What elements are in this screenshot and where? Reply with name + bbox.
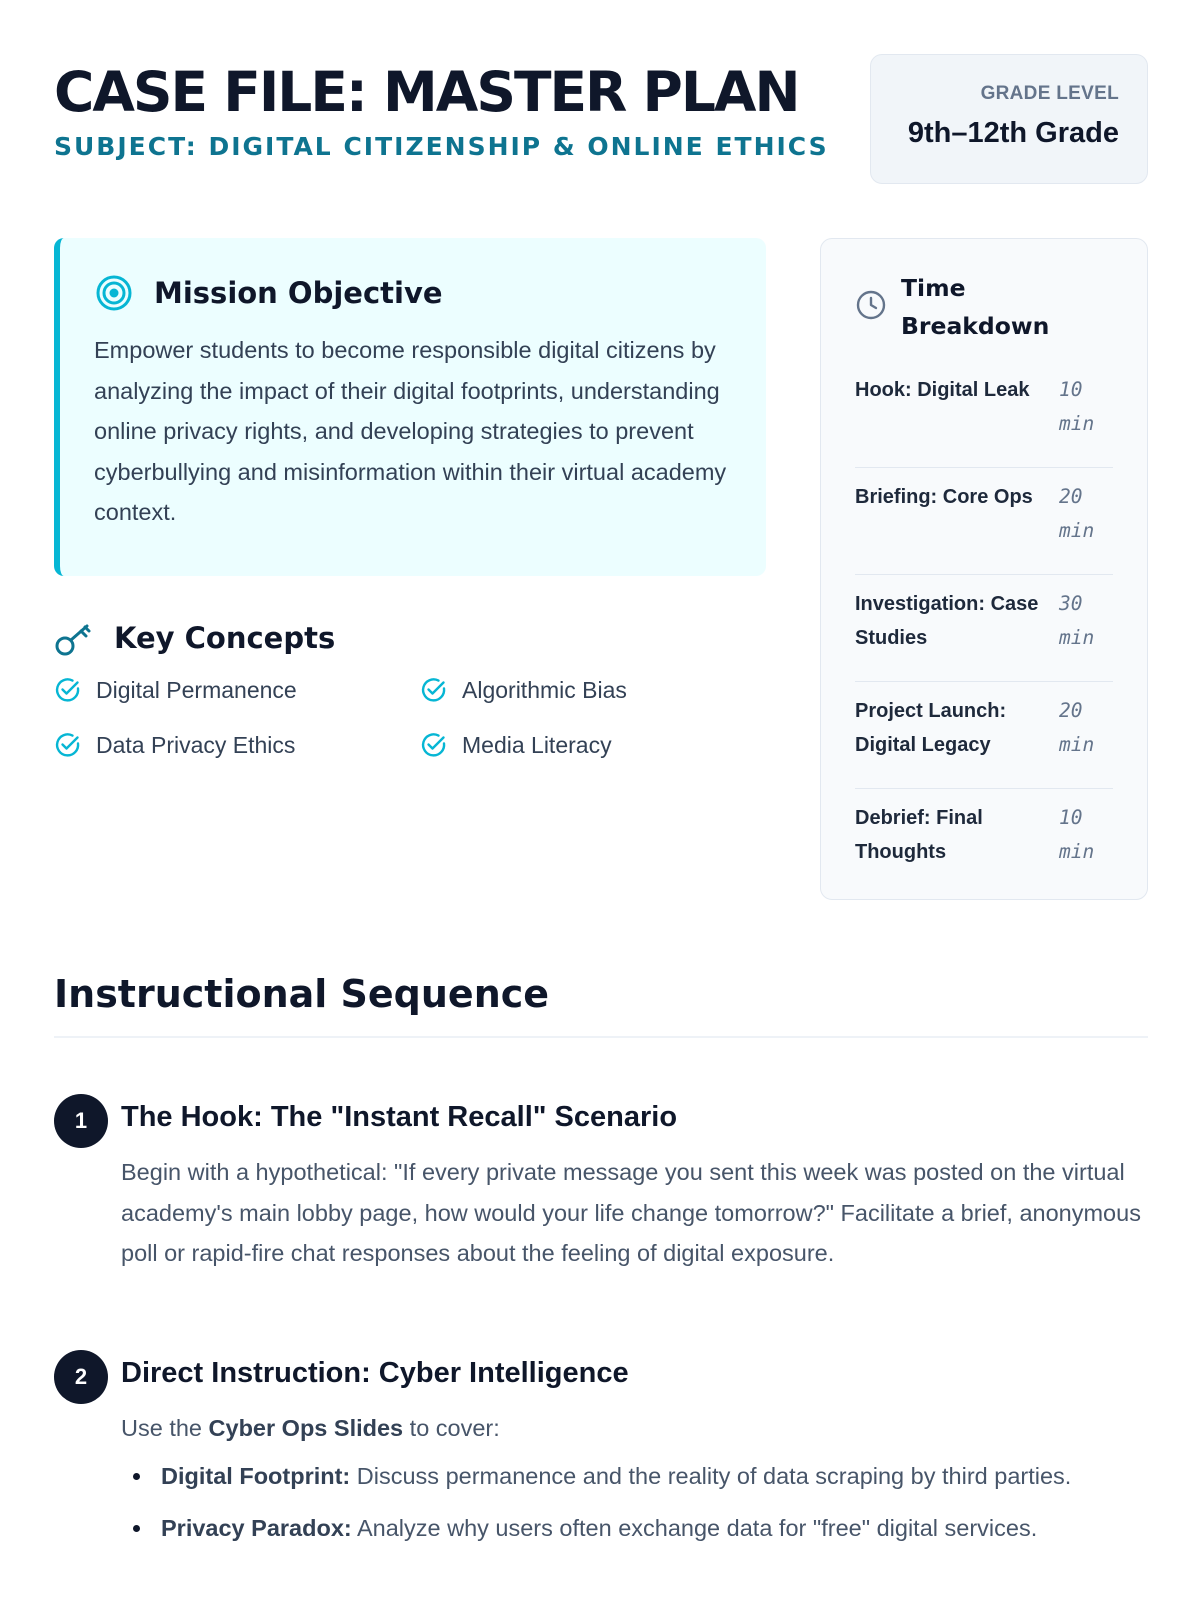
step-intro [121, 1408, 1148, 1449]
time-row-name: Investigation: Case Studies [855, 593, 1039, 649]
check-circle-icon [420, 731, 448, 759]
time-row-duration: 10 min [1059, 806, 1095, 863]
concept-label: Algorithmic Bias [462, 676, 627, 703]
mission-objective-header [94, 270, 732, 316]
concept-label: Digital Permanence [96, 676, 297, 703]
time-row [855, 575, 1113, 682]
page-title: CASE FILE: MASTER PLAN [54, 60, 799, 124]
key-concepts-list [54, 672, 766, 792]
time-row-duration: 20 min [1059, 485, 1095, 542]
key-icon [54, 618, 94, 658]
time-breakdown-header [855, 269, 1113, 361]
time-row [855, 789, 1113, 896]
step-intro-resource: Cyber Ops Slides [208, 1415, 404, 1441]
step-bullet [121, 1510, 1148, 1547]
grade-level-value: 9th–12th Grade [907, 117, 1119, 149]
check-circle-icon [54, 731, 82, 759]
time-row-duration: 20 min [1059, 699, 1095, 756]
time-row-name: Project Launch: Digital Legacy [855, 700, 1007, 756]
sequence-title: Instructional Sequence [54, 972, 550, 1016]
check-circle-icon [420, 676, 448, 704]
time-row-name: Hook: Digital Leak [855, 379, 1030, 401]
step-bullet [121, 1458, 1148, 1495]
clock-icon [855, 289, 887, 321]
sequence-divider [54, 1036, 1148, 1038]
grade-level-label: GRADE LEVEL [980, 83, 1119, 104]
page-subject: SUBJECT: DIGITAL CITIZENSHIP & ONLINE ETHICS [54, 132, 829, 161]
step-title: The Hook: The "Instant Recall" Scenario [121, 1101, 678, 1133]
time-row-duration: 30 min [1059, 592, 1095, 649]
concept-item [54, 672, 297, 708]
concept-label: Data Privacy Ethics [96, 731, 296, 758]
key-concepts-section [54, 616, 766, 792]
bullet-text: Analyze why users often exchange data for "free" digital services. [351, 1515, 1038, 1541]
step-intro-text: Use the [121, 1415, 209, 1441]
grade-level-card [870, 54, 1148, 184]
step-number-badge: 2 [54, 1350, 108, 1404]
mission-objective-title: Mission Objective [154, 276, 443, 310]
time-row-name: Debrief: Final Thoughts [855, 807, 983, 863]
key-concepts-title: Key Concepts [114, 621, 336, 655]
bullet-term: Digital Footprint: [161, 1463, 351, 1489]
step-title: Direct Instruction: Cyber Intelligence [121, 1357, 629, 1389]
concept-item [54, 727, 295, 763]
concept-label: Media Literacy [462, 731, 612, 758]
time-breakdown-title: Time Breakdown [901, 274, 1050, 340]
time-row [855, 468, 1113, 575]
mission-objective-card [54, 238, 766, 576]
check-circle-icon [54, 676, 82, 704]
time-breakdown-card [820, 238, 1148, 900]
time-row-name: Briefing: Core Ops [855, 486, 1033, 508]
mission-objective-text: Empower students to become responsible digital citizens by analyzing the impact of their digital footprints, understanding online privacy rights, and developing strategies to prevent cyberbullying and misinformation within their virtual academy context. [94, 337, 727, 525]
page-header [54, 54, 1148, 186]
key-concepts-header [54, 616, 766, 660]
time-row [855, 361, 1113, 468]
step-description: Begin with a hypothetical: "If every private message you sent this week was posted on the virtual academy's main lobby page, how would your life change tomorrow?" Facilitate a brief, anonymous poll or rapid-fire chat responses about the feeling of digital exposure. [121, 1159, 1141, 1266]
sequence-step [54, 1350, 1148, 1600]
bullet-text: Discuss permanence and the reality of data scraping by third parties. [350, 1463, 1072, 1489]
step-number-badge: 1 [54, 1094, 108, 1148]
concept-item [420, 727, 612, 763]
time-row [855, 682, 1113, 789]
time-row-duration: 10 min [1059, 378, 1095, 435]
target-icon [94, 273, 134, 313]
sequence-step [54, 1094, 1148, 1324]
concept-item [420, 672, 627, 708]
step-intro-text-end: to cover: [403, 1415, 500, 1441]
bullet-term: Privacy Paradox: [161, 1515, 352, 1541]
step-bullet-list [121, 1458, 1148, 1562]
